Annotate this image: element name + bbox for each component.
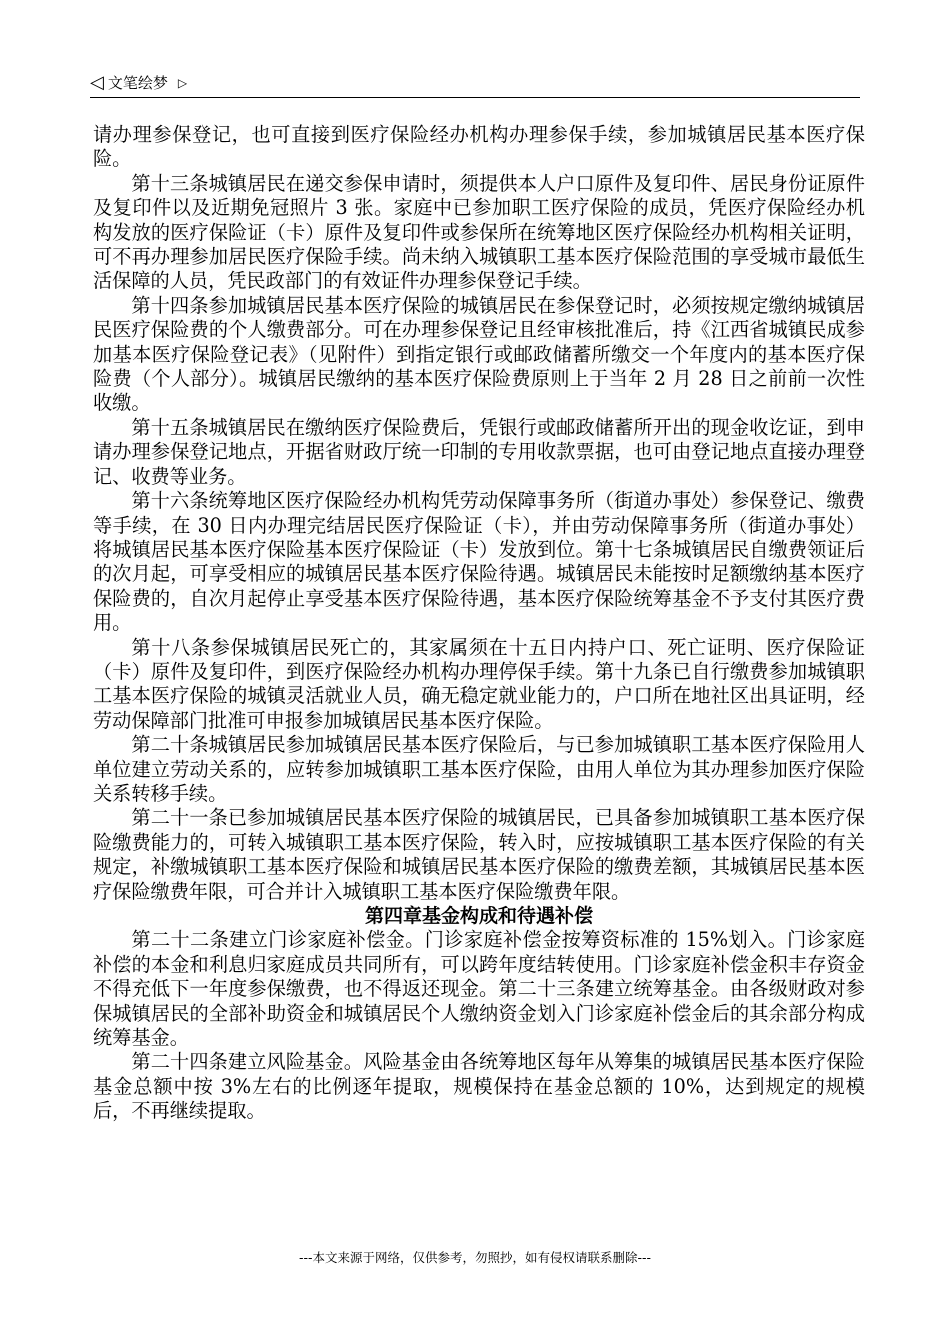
article-paragraph: 第十五条城镇居民在缴纳医疗保险费后，凭银行或邮政储蓄所开出的现金收讫证，到申请办理参保登记地点，开据省财政厅统一印制的专用收款票据，也可由登记地点直接办理登记、收费等业务。 [93,415,865,488]
triangle-right-icon: ▷ [177,75,188,90]
footer-disclaimer: ---本文来源于网络，仅供参考，勿照抄，如有侵权请联系删除--- [298,1250,652,1265]
article-paragraph: 第二十四条建立风险基金。风险基金由各统筹地区每年从筹集的城镇居民基本医疗保险基金总额中按 3%左右的比例逐年提取，规模保持在基金总额的 10%，达到规定的规模后，不再继续提取。 [93,1050,865,1123]
article-paragraph: 请办理参保登记，也可直接到医疗保险经办机构办理参保手续，参加城镇居民基本医疗保险。 [93,123,865,171]
brand-name: 文笔绘梦 [107,74,168,92]
document-body [93,123,865,1124]
triangle-left-icon: ◁ [90,71,104,93]
article-paragraph: 第二十二条建立门诊家庭补偿金。门诊家庭补偿金按筹资标准的 15%划入。门诊家庭补偿的本金和利息归家庭成员共同所有，可以跨年度结转使用。门诊家庭补偿金积丰存资金不得充低下一年度参保缴费，也不得返还现金。第二十三条建立统筹基金。由各级财政对参保城镇居民的全部补助资金和城镇居民个人缴纳资金划入门诊家庭补偿金后的其余部分构成统筹基金。 [93,928,865,1050]
article-paragraph: 第二十条城镇居民参加城镇居民基本医疗保险后，与已参加城镇职工基本医疗保险用人单位建立劳动关系的，应转参加城镇职工基本医疗保险，由用人单位为其办理参加医疗保险关系转移手续。 [93,733,865,805]
chapter-heading: 第四章基金构成和待遇补偿 [364,905,593,927]
brand [90,72,187,93]
page-header [90,68,860,98]
article-paragraph: 第十六条统筹地区医疗保险经办机构凭劳动保障事务所（街道办事处）参保登记、缴费等手续，在 30 日内办理完结居民医疗保险证（卡），并由劳动保障事务所（街道办事处）将城镇居民基本医疗保险基本医疗保险证（卡）发放到位。第十七条城镇居民自缴费领证后的次月起，可享受相应的城镇居民基本医疗保险待遇。城镇居民未能按时足额缴纳基本医疗保险费的，自次月起停止享受基本医疗保险待遇，基本医疗保险统筹基金不予支付其医疗费用。 [93,489,865,635]
article-paragraph: 第十四条参加城镇居民基本医疗保险的城镇居民在参保登记时，必须按规定缴纳城镇居民医疗保险费的个人缴费部分。可在办理参保登记且经审核批准后，持《江西省城镇民成参加基本医疗保险登记表》（见附件）到指定银行或邮政储蓄所缴交一个年度内的基本医疗保险费（个人部分）。城镇居民缴纳的基本医疗保险费原则上于当年 2 月 28 日之前前一次性收缴。 [93,293,865,415]
article-paragraph: 第二十一条已参加城镇居民基本医疗保险的城镇居民，已具备参加城镇职工基本医疗保险缴费能力的，可转入城镇职工基本医疗保险，转入时，应按城镇职工基本医疗保险的有关规定，补缴城镇职工基本医疗保险和城镇居民基本医疗保险的缴费差额，其城镇居民基本医疗保险缴费年限，可合并计入城镇职工基本医疗保险缴费年限。 [93,806,865,903]
article-paragraph: 第十八条参保城镇居民死亡的，其家属须在十五日内持户口、死亡证明、医疗保险证（卡）原件及复印件，到医疗保险经办机构办理停保手续。第十九条已自行缴费参加城镇职工基本医疗保险的城镇灵活就业人员，确无稳定就业能力的，户口所在地社区出具证明，经劳动保障部门批准可申报参加城镇居民基本医疗保险。 [93,635,865,732]
article-paragraph: 第十三条城镇居民在递交参保申请时，须提供本人户口原件及复印件、居民身份证原件及复印件以及近期免冠照片 3 张。家庭中已参加职工医疗保险的成员，凭医疗保险经办机构发放的医疗保险证（卡）原件及复印件或参保所在统筹地区医疗保险经办机构相关证明，可不再办理参加居民医疗保险手续。尚未纳入城镇职工基本医疗保险范围的享受城市最低生活保障的人员，凭民政部门的有效证件办理参保登记手续。 [93,171,865,293]
